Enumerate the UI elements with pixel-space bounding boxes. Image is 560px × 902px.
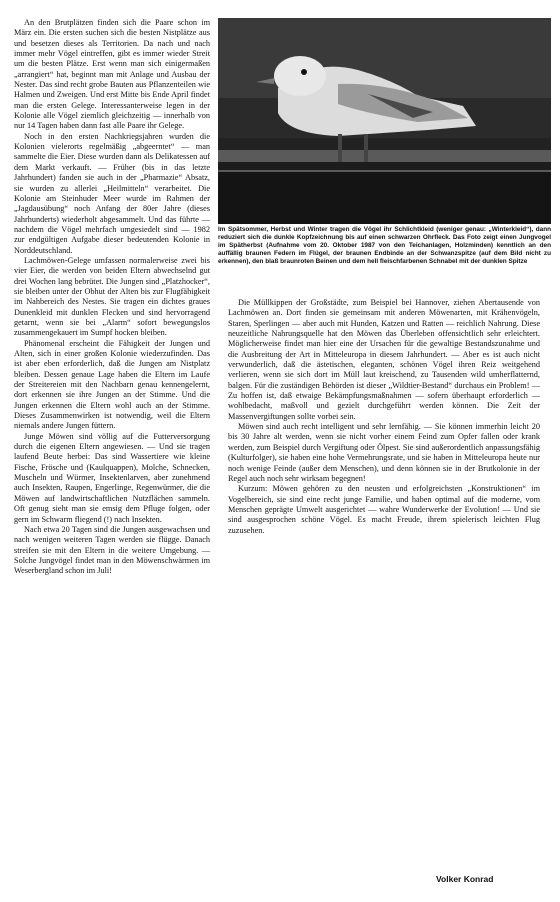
- paragraph: Junge Möwen sind völlig auf die Futterversorgung durch die eigenen Eltern angewiesen. — Und sie tragen laufend Beute herbei: Das sind Wassertiere wie kleine Fische, Frösche und (Kaulquappen), Molche, Schnecken, Muscheln und Würmer, Insektenlarven, aber zunehmend auch Insekten, Raupen, Engerlinge, Regenwürmer, die die Möwen auf landwirtschaftlichen Nutzflächen sammeln. Oft genug sieht man sie emsig dem Pfluge folgen, oder gern im Schwarm fliegend (!) nach Insekten.: [14, 431, 210, 524]
- author-name: Volker Konrad: [436, 874, 494, 884]
- gull-photo: [218, 18, 551, 224]
- paragraph: Möwen sind auch recht intelligent und sehr lernfähig. — Sie können immerhin leicht 20 bis 30 Jahre alt werden, wenn sie nicht vorher einem Feind zum Opfer fallen oder krank werden, zum Beispiel durch Vergiftung oder Ölpest. Sie sind außerordentlich anpassungsfähig (Kulturfolger), sie haben eine hohe Vermehrungsrate, und sie haben in Mitteleuropa heute nur noch wenige Feinde (außer dem Menschen), und denn können sie in der Brutkolonie in der Regel auch noch sehr wirksam begegnen!: [228, 422, 540, 483]
- right-column: [228, 298, 540, 536]
- paragraph: Noch in den ersten Nachkriegsjahren wurden die Kolonien vielerorts regelmäßig „abgeerntet“ — man sammelte die Eier. Diese wurden dann als Delikatessen auf dem Markt verkauft. — Früher (bis in das letzte Jahrhundert) fanden sie auch in der „Pharmazie“ Absatz, sie wurden zu allerlei „Heilmitteln“ verarbeitet. Die Kolonie am Steinhuder Meer wurde im Rahmen der „Jagdausübung“ noch Anfang der 80er Jahre (dieses Jahrhunderts) wiederholt abgesammelt. Und das führte — nachdem die Vögel mehrfach umgesiedelt sind — 1982 zur endgültigen Aufgabe dieser bedeutenden Kolonie in Norddeutschland.: [14, 131, 210, 255]
- paragraph: Die Müllkippen der Großstädte, zum Beispiel bei Hannover, ziehen Abertausende von Lachmöwen an. Dort finden sie gemeinsam mit anderen Möwenarten, mit Krähenvögeln, Staren, Sperlingen — aber auch mit Hunden, Katzen und Ratten — reichlich Nahrung. Diese neuzeitliche Nahrungsquelle hat den Möwen das Überleben offensichtlich sehr erleichtert. Möglicherweise findet man hier eine der Ursachen für die gewaltige Bestandszunahme und die Ausbreitung der Art in Mitteleuropa in diesem Jahrhundert. — Aber es ist auch nicht verwunderlich, daß die ästetischen, eleganten, schönen Vögel ihren Reiz weitgehend verlieren, wenn sie sich dort im Müll laut kreischend, zu Tausenden wild umherflatternd, balgen. Für die zuständigen Behörden ist dieser „Wildtier-Bestand“ durchaus ein Problem! — Zu hoffen ist, daß etwaige Bekämpfungsmaßnahmen — sofern überhaupt erforderlich — wohlbedacht, maßvoll und gezielt durchgeführt werden können. Die Zeit der Massenvergiftungen sollte vorbei sein.: [228, 298, 540, 421]
- paragraph: Kurzum: Möwen gehören zu den neusten und erfolgreichsten „Konstruktionen“ im Vogelbereich, sie sind eine recht junge Familie, und haben optimal auf die moderne, vom Menschen geprägte Umwelt ausgerichtet — wahre Wunderwerke der Evolution! — Und sie sind ausgesprochen schöne Vögel. Es macht Freude, ihrem spielerisch leichten Flug zuzusehen.: [228, 484, 540, 535]
- paragraph: Phänomenal erscheint die Fähigkeit der Jungen und Alten, sich in einer großen Kolonie wiederzufinden. Das ist aber eben erforderlich, daß die Jungen am Nistplatz bleiben. Dessen genaue Lage haben die Eltern im Laufe der Streitereien mit den Nachbarn genau kennengelernt, dort erkennen sie ihre Jungen an der Stimme. Und die Jungen erkennen die Eltern wohl auch an der Stimme. Dieses Zusammenwirken ist notwendig, weil die Eltern niemals andere Jungen füttern.: [14, 338, 210, 431]
- left-column: [14, 18, 210, 577]
- paragraph: Lachmöwen-Gelege umfassen normalerweise zwei bis vier Eier, die werden von beiden Eltern abwechselnd gut drei Wochen lang bebrütet. Die Jungen sind „Platzhocker“, sie bleiben unter der Obhut der Alten bis zur Flugfähigkeit im Nahbereich des Nestes. Sie tragen ein dichtes graues Dunenkleid mit dunklen Flecken und sind hervorragend getarnt, wenn sie bei „Alarm“ sofort bewegungslos zusammengekauert im Sumpf hocken bleiben.: [14, 255, 210, 338]
- paragraph: Nach etwa 20 Tagen sind die Jungen ausgewachsen und nach wenigen weiteren Tagen werden sie flügge. Danach streifen sie mit den Eltern in die weitere Umgebung. — Solche Jungvögel findet man in den Möwenschwärmen im Weserbergland schon im Juli!: [14, 524, 210, 576]
- photo-caption: Im Spätsommer, Herbst und Winter tragen die Vögel ihr Schlichtkleid (weniger genau: „Winterkleid“), dann reduziert sich die dunkle Kopfzeichnung bis auf einen schwarzen Ohrfleck. Das Foto zeigt einen Jungvogel im Spätherbst (Aufnahme vom 20. Oktober 1987 von den Teichanlagen, Holzminden) kenntlich an den auffällig braunen Federn im Flügel, der braunen Endbinde an der Schwanzspitze (auf dem Bild nicht zu erkennen), den blaß braunroten Beinen und dem hell fleischfarbenen Schnabel mit der dunklen Spitze: [218, 226, 551, 266]
- paragraph: An den Brutplätzen finden sich die Paare schon im März ein. Die ersten suchen sich die besten Nistplätze aus und besetzen dieses als Territorien. Da nach und nach immer mehr Vögel eintreffen, gibt es immer wieder Streit um die besten Plätze. Erst wenn man sich einigermaßen „arrangiert“ hat, beginnt man mit Anlage und Ausbau der Nester. Das sind recht grobe Bauten aus Pflanzenteilen wie Halmen und Zweigen. Und erst Mitte bis Ende April findet man die ersten Gelege. Interessanterweise legen in der Kolonie alle Vögel ziemlich gleichzeitig — innerhalb von nur 14 Tagen haben dann fast alle Paare ihr Gelege.: [14, 18, 210, 131]
